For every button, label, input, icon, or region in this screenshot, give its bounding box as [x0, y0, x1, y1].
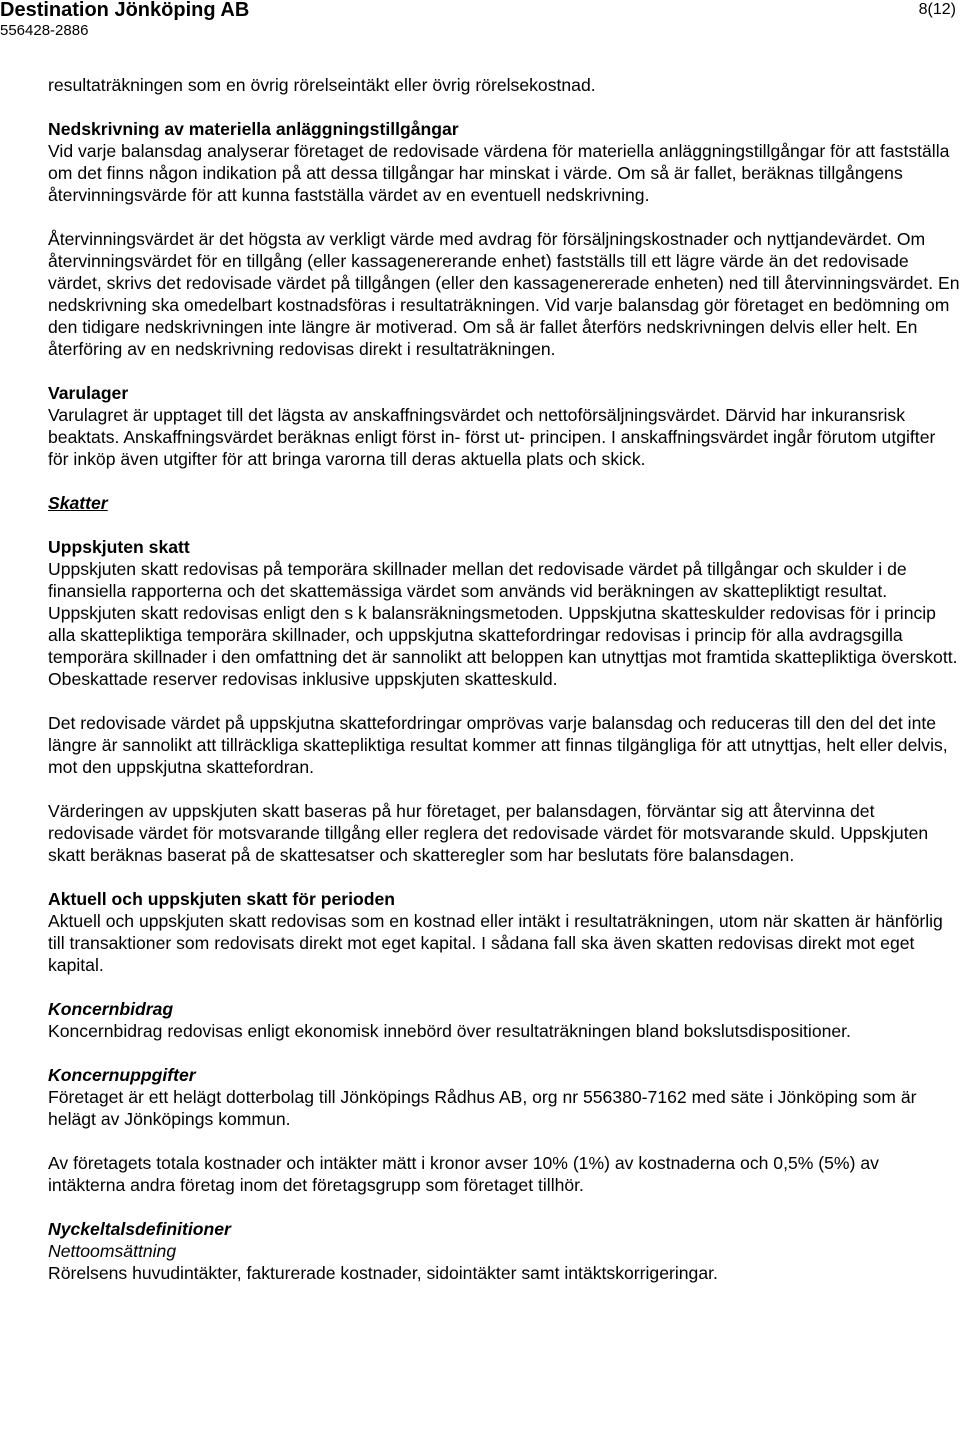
heading-uppskjuten-skatt: Uppskjuten skatt [48, 537, 190, 557]
paragraph-uppskjuten-2: Det redovisade värdet på uppskjutna skattefordringar omprövas varje balansdag och reduceras till den del det inte längre är sannolikt att tillräckliga skattepliktiga resultat kommer att finnas tilgängliga för att utnyttjas, helt eller delvis, mot den uppskjutna skattefordran. [48, 713, 948, 777]
heading-aktuell-skatt: Aktuell och uppskjuten skatt för perioden [48, 889, 396, 909]
intro-paragraph: resultaträkningen som en övrig rörelseintäkt eller övrig rörelsekostnad. [48, 75, 596, 95]
paragraph-koncernuppgifter-1: Företaget är ett helägt dotterbolag till Jönköpings Rådhus AB, org nr 556380-7162 med säte i Jönköping som är helägt av Jönköpings kommun. [48, 1087, 917, 1129]
company-name: Destination Jönköping AB [0, 0, 250, 21]
page-number: 8(12) [918, 1, 956, 18]
paragraph-nettoomsattning: Rörelsens huvudintäkter, fakturerade kostnader, sidointäkter samt intäktskorrigeringar. [48, 1263, 718, 1283]
heading-skatter: Skatter [48, 493, 108, 513]
paragraph-nedskrivning-2: Återvinningsvärdet är det högsta av verkligt värde med avdrag för försäljningskostnader och nyttjandevärdet. Om återvinningsvärdet för en tillgång (eller kassagenererande enhet) fastställs till ett lägre värde än det redovisade värdet, skrivs det redovisade värdet på tillgången (eller den kassagenererade enheten) ned till återvinningsvärdet. En nedskrivning ska omedelbart kostnadsföras i resultaträkningen. Vid varje balansdag gör företaget en bedömning om den tidigare nedskrivningen inte längre är motiverad. Om så är fallet återförs nedskrivningen delvis eller helt. En återföring av en nedskrivning redovisas direkt i resultaträkningen. [48, 229, 960, 359]
heading-koncernuppgifter: Koncernuppgifter [48, 1065, 196, 1085]
paragraph-uppskjuten-1: Uppskjuten skatt redovisas på temporära skillnader mellan det redovisade värdet på tillgångar och skulder i de finansiella rapporterna och det skattemässiga värdet som används vid beräkningen av skattepliktigt resultat. Uppskjuten skatt redovisas enligt den s k balansräkningsmetoden. Uppskjutna skatteskulder redovisas för i princip alla skattepliktiga temporära skillnader, och uppskjutna skattefordringar redovisas i princip för alla avdragsgilla temporära skillnader i den omfattning det är sannolikt att beloppen kan utnyttjas mot framtida skattepliktiga överskott. Obeskattade reserver redovisas inklusive uppskjuten skatteskuld. [48, 559, 958, 689]
heading-varulager: Varulager [48, 383, 129, 403]
paragraph-nedskrivning-1: Vid varje balansdag analyserar företaget de redovisade värdena för materiella anläggningstillgångar för att fastställa om det finns någon indikation på att dessa tillgångar har minskat i värde. Om så är fallet, beräknas tillgångens återvinningsvärde för att kunna fastställa värdet av en eventuell nedskrivning. [48, 141, 950, 205]
document-body [48, 74, 960, 1284]
org-number: 556428-2886 [0, 22, 89, 39]
heading-nyckeltal: Nyckeltalsdefinitioner [48, 1219, 231, 1239]
subheading-nettoomsattning: Nettoomsättning [48, 1241, 177, 1261]
paragraph-varulager: Varulagret är upptaget till det lägsta av anskaffningsvärdet och nettoförsäljningsvärdet. Därvid har inkuransrisk beaktats. Anskaffningsvärdet beräknas enligt först in- först ut- principen. I anskaffningsvärdet ingår förutom utgifter för inköp även utgifter för att bringa varorna till deras aktuella plats och skick. [48, 405, 936, 469]
paragraph-aktuell: Aktuell och uppskjuten skatt redovisas som en kostnad eller intäkt i resultaträkningen, utom när skatten är hänförlig till transaktioner som redovisats direkt mot eget kapital. I sådana fall ska även skatten redovisas direkt mot eget kapital. [48, 911, 943, 975]
paragraph-koncernbidrag: Koncernbidrag redovisas enligt ekonomisk innebörd över resultaträkningen bland bokslutsdispositioner. [48, 1021, 851, 1041]
paragraph-koncernuppgifter-2: Av företagets totala kostnader och intäkter mätt i kronor avser 10% (1%) av kostnaderna och 0,5% (5%) av intäkterna andra företag inom det företagsgrupp som företaget tillhör. [48, 1153, 879, 1195]
paragraph-uppskjuten-3: Värderingen av uppskjuten skatt baseras på hur företaget, per balansdagen, förväntar sig att återvinna det redovisade värdet för motsvarande tillgång eller reglera det redovisade värdet för motsvarande skuld. Uppskjuten skatt beräknas baserat på de skattesatser och skatteregler som har beslutats före balansdagen. [48, 801, 929, 865]
heading-koncernbidrag: Koncernbidrag [48, 999, 174, 1019]
heading-nedskrivning: Nedskrivning av materiella anläggningstillgångar [48, 119, 459, 139]
